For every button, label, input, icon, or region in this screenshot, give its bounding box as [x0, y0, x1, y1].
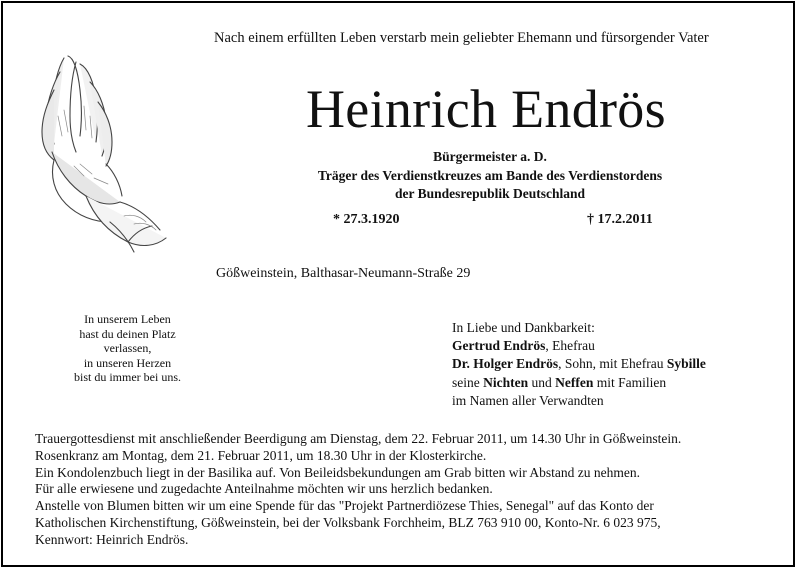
title-line: Bürgermeister a. D.	[433, 149, 547, 164]
mourner-name: Neffen	[555, 374, 594, 390]
address: Gößweinstein, Balthasar-Neumann-Straße 29	[216, 266, 471, 281]
deceased-name: Heinrich Endrös	[306, 79, 666, 139]
poem-line: bist du immer bei uns.	[74, 370, 181, 385]
death-date: † 17.2.2011	[587, 212, 653, 227]
poem	[20, 312, 235, 385]
poem-line: hast du deinen Platz	[79, 326, 176, 341]
honorary-titles	[300, 148, 680, 204]
notice-line: Für alle erwiesene und zugedachte Anteilnahme möchten wir uns herzlich bedanken.	[35, 481, 493, 497]
mourner-name: Sybille	[666, 356, 706, 372]
title-line: der Bundesrepublik Deutschland	[394, 186, 586, 201]
mourner-text: seine	[452, 374, 484, 390]
mourner-relation: , Sohn, mit Ehefrau	[558, 356, 667, 372]
intro-line: Nach einem erfüllten Leben verstarb mein geliebter Ehemann und fürsorgender Vater	[214, 30, 709, 46]
praying-hands-icon	[24, 46, 174, 256]
mourner-relation: , Ehefrau	[545, 338, 595, 354]
mourner-name: Nichten	[483, 374, 529, 390]
notice-line: Rosenkranz am Montag, dem 21. Februar 2011, um 18.30 Uhr in der Klosterkirche.	[35, 447, 487, 463]
notice-line: Trauergottesdienst mit anschließender Beerdigung am Dienstag, dem 22. Februar 2011, um 14.30 Uhr in Gößweinstein.	[35, 431, 682, 446]
mourner-name: Gertrud Endrös	[452, 338, 546, 354]
mourner-name: Dr. Holger Endrös	[452, 356, 559, 372]
mourner-text: und	[528, 374, 556, 390]
poem-line: In unserem Leben	[84, 312, 171, 326]
mourners-intro: In Liebe und Dankbarkeit:	[452, 320, 595, 335]
notice-line: Ein Kondolenzbuch liegt in der Basilika auf. Von Beileidsbekundungen am Grab bitten wir Abstand zu nehmen.	[35, 464, 641, 480]
poem-line: in unseren Herzen	[83, 355, 172, 370]
mourner-line: im Namen aller Verwandten	[452, 392, 604, 408]
mourners-block	[452, 319, 706, 410]
notice-line: Kennwort: Heinrich Endrös.	[35, 531, 189, 547]
birth-date: * 27.3.1920	[333, 212, 400, 227]
mourner-line	[452, 337, 706, 355]
mourner-line	[452, 355, 706, 373]
mourner-line	[452, 374, 706, 392]
title-line: Träger des Verdienstkreuzes am Bande des Verdienstordens	[317, 167, 663, 183]
notice-line: Katholischen Kirchenstiftung, Gößweinstein, bei der Volksbank Forchheim, BLZ 763 910 00, Konto-Nr. 6 023 975,	[35, 514, 661, 530]
notice-line: Anstelle von Blumen bitten wir um eine Spende für das "Projekt Partnerdiözese Thies, Senegal" auf das Konto der	[35, 498, 654, 514]
mourner-text: mit Familien	[593, 374, 667, 390]
poem-line: verlassen,	[103, 341, 152, 356]
service-notice	[35, 431, 681, 549]
